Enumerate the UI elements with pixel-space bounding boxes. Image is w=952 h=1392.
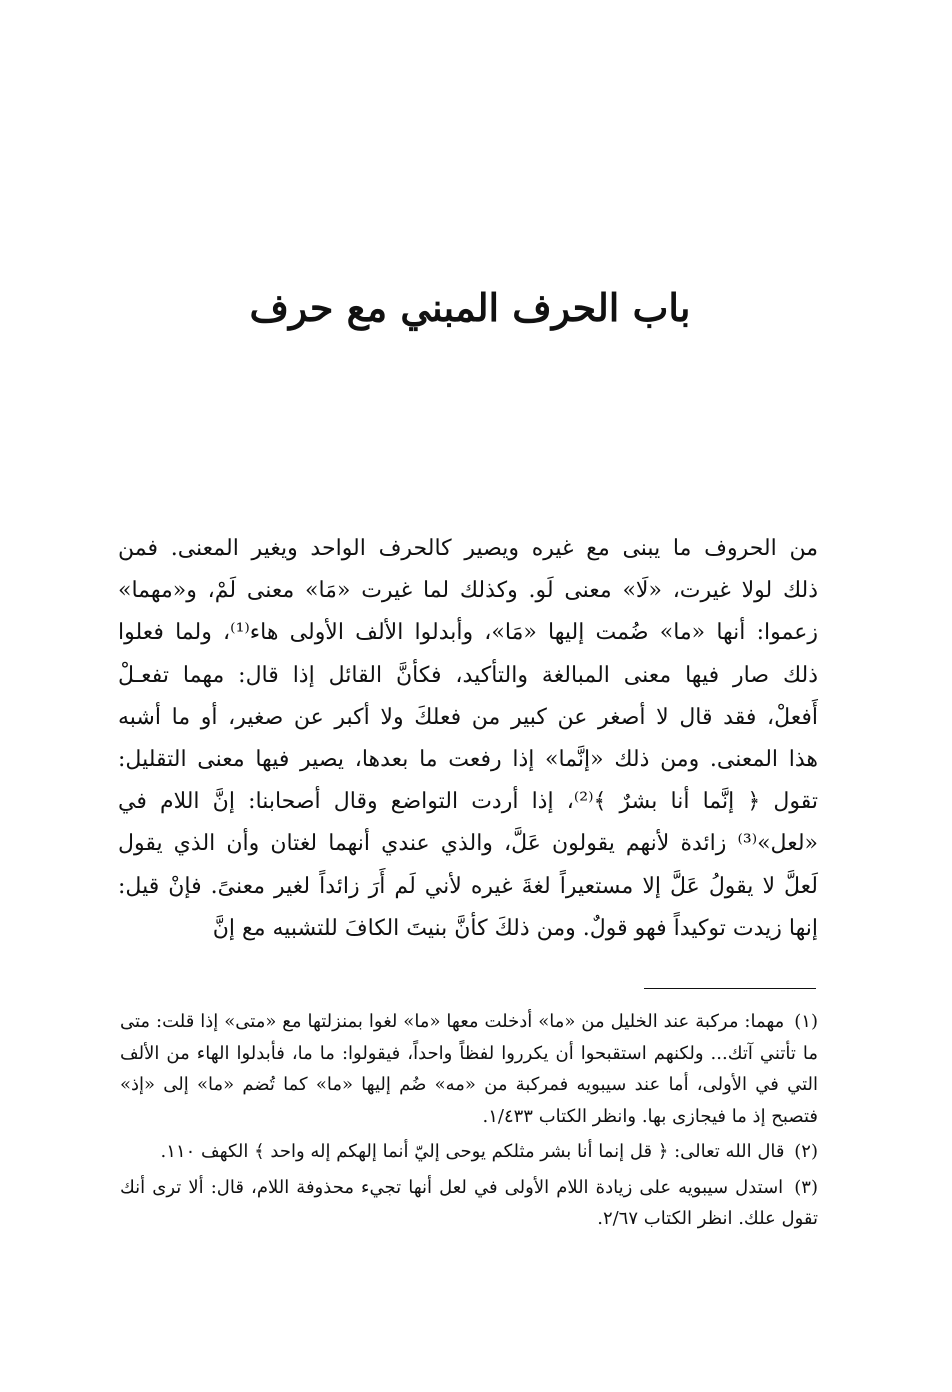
body-line: إنها زيدت توكيداً فهو قولٌ. ومن ذلكَ كأنَّ بنيتَ الكافَ للتشبيه مع إنَّ	[212, 915, 818, 941]
body-line: تقول ﴿ إنَّما أنا بشرٌ ﴾⁽²⁾، إذا أردت التواضع وقال أصحابنا: إنَّ اللام في	[118, 789, 818, 815]
body-line: هذا المعنى. ومن ذلك «إنَّما» إذا رفعت ما بعدها، يصير فيها معنى التقليل:	[118, 747, 818, 773]
footnote-text: قال الله تعالى: ﴿ قل إنما أنا بشر مثلكم يوحى إليّ أنما إلهكم إله واحد ﴾ الكهف ١١٠.	[160, 1141, 785, 1162]
body-line: من الحروف ما يبنى مع غيره ويصير كالحرف الواحد ويغير المعنى. فمن	[118, 536, 818, 561]
body-line: لَعلَّ لا يقولُ عَلَّ إلا مستعيراً لغةَ غيره لأني لَم أَرَ زائداً لغير معنىً. فإنْ قيل:	[118, 873, 818, 899]
footnote-number: (٣)	[794, 1176, 818, 1198]
body-line: «لعل»⁽³⁾ زائدة لأنهم يقولون عَلَّ، والذي عندي أنهما لغتان وأن الذي يقول	[118, 831, 818, 857]
footnote-3	[120, 1172, 818, 1235]
footnote-number: (١)	[794, 1011, 818, 1032]
footnote-number: (٢)	[794, 1141, 818, 1162]
body-line: ذلك صار فيها معنى المبالغة والتأكيد، فكأنَّ القائل إذا قال: مهما تفعـلْ	[118, 662, 818, 688]
body-text	[118, 528, 818, 950]
chapter-title: باب الحرف المبني مع حرف	[249, 285, 691, 330]
footnote-2	[120, 1136, 818, 1168]
footnote-text: استدل سيبويه على زيادة اللام الأولى في لعل أنها تجيء محذوفة اللام، قال: ألا ترى أنك تقول علك. انظر الكتاب ٢/٦٧.	[120, 1176, 818, 1229]
body-line: أَفعلْ، فقد قال لا أصغر عن كبير من فعلكَ ولا أكبر عن صغير، أو ما أشبه	[118, 704, 818, 730]
body-line: زعموا: أنها «ما» ضُمت إليها «مَا»، وأبدلوا الألف الأولى هاء⁽¹⁾، ولما فعلوا	[118, 620, 818, 646]
footnote-divider	[644, 988, 816, 989]
footnotes	[120, 1006, 818, 1239]
body-line: ذلك لولا غيرت، «لَا» معنى لَو. وكذلك لما غيرت «مَا» معنى لَمْ، و«مهما»	[118, 578, 818, 604]
footnote-1	[120, 1006, 818, 1132]
footnote-text: مهما: مركبة عند الخليل من «ما» أدخلت معها «ما» لغوا بمنزلتها مع «متى» إذا قلت: متى ما تأتني آتك... ولكنهم استقبحوا أن يكرروا لفظاً واحداً، فيقولوا: ما ما، فأبدلوا الهاء من الألف التي في الأولى، أما عند سيبويه فمركبة من «مه» ضُم إليها «ما» كما تُضم «ما» إلى «إذ» فتصبح إذ ما فيجازى بها. وانظر الكتاب ١/٤٣٣.	[120, 1011, 818, 1127]
